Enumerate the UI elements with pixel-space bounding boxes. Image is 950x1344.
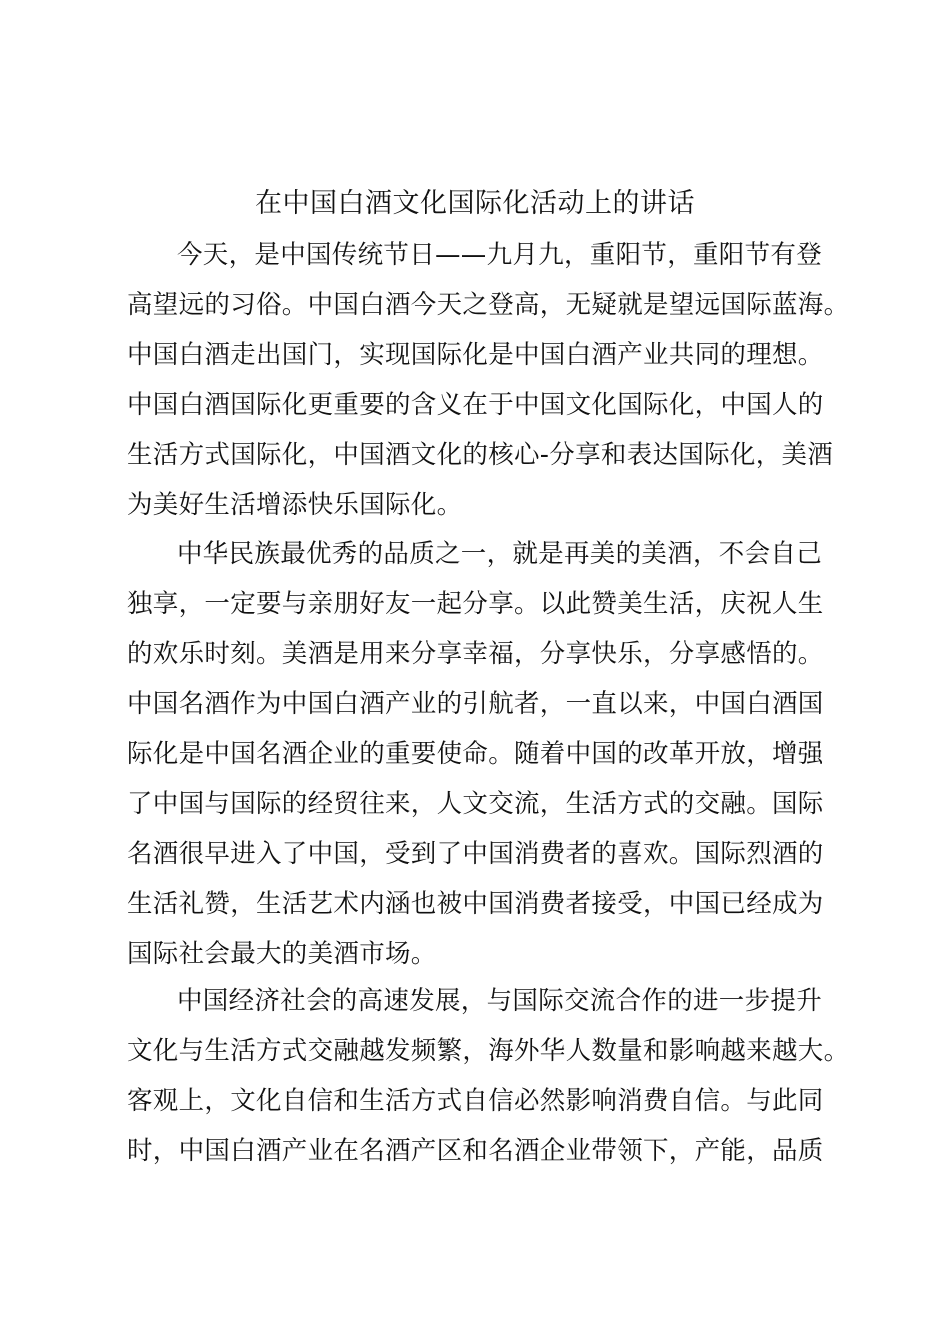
paragraph-line: 中国名酒作为中国白酒产业的引航者，一直以来，中国白酒国	[127, 689, 824, 719]
paragraph-line: 时，中国白酒产业在名酒产区和名酒企业带领下，产能，品质	[127, 1136, 824, 1166]
paragraph-line: 中国经济社会的高速发展，与国际交流合作的进一步提升	[177, 986, 823, 1016]
paragraph-line: 生活礼赞，生活艺术内涵也被中国消费者接受，中国已经成为	[127, 889, 824, 919]
paragraph-line: 今天，是中国传统节日——九月九，重阳节，重阳节有登	[177, 240, 823, 270]
paragraph-line: 中国白酒走出国门，实现国际化是中国白酒产业共同的理想。	[127, 340, 824, 370]
paragraph-line: 生活方式国际化，中国酒文化的核心-分享和表达国际化，美酒	[127, 440, 834, 470]
document-title: 在中国白酒文化国际化活动上的讲话	[255, 188, 695, 219]
paragraph-3	[127, 976, 850, 1176]
paragraph-line: 中国白酒国际化更重要的含义在于中国文化国际化，中国人的	[127, 390, 824, 420]
paragraph-line: 文化与生活方式交融越发频繁，海外华人数量和影响越来越大。	[127, 1036, 850, 1066]
paragraph-line: 为美好生活增添快乐国际化。	[127, 490, 463, 520]
paragraph-line: 了中国与国际的经贸往来，人文交流，生活方式的交融。国际	[127, 789, 824, 819]
paragraph-line: 名酒很早进入了中国，受到了中国消费者的喜欢。国际烈酒的	[127, 839, 824, 869]
paragraph-line: 高望远的习俗。中国白酒今天之登高，无疑就是望远国际蓝海。	[127, 290, 850, 320]
paragraph-line: 中华民族最优秀的品质之一，就是再美的美酒，不会自己	[177, 539, 823, 569]
paragraph-2	[127, 529, 847, 979]
paragraph-line: 国际社会最大的美酒市场。	[127, 939, 437, 969]
paragraph-line: 独享，一定要与亲朋好友一起分享。以此赞美生活，庆祝人生	[127, 589, 824, 619]
paragraph-line: 客观上，文化自信和生活方式自信必然影响消费自信。与此同	[127, 1086, 824, 1116]
paragraph-1	[127, 230, 850, 530]
paragraph-line: 的欢乐时刻。美酒是用来分享幸福，分享快乐，分享感悟的。	[127, 639, 824, 669]
paragraph-line: 际化是中国名酒企业的重要使命。随着中国的改革开放，增强	[127, 739, 824, 769]
